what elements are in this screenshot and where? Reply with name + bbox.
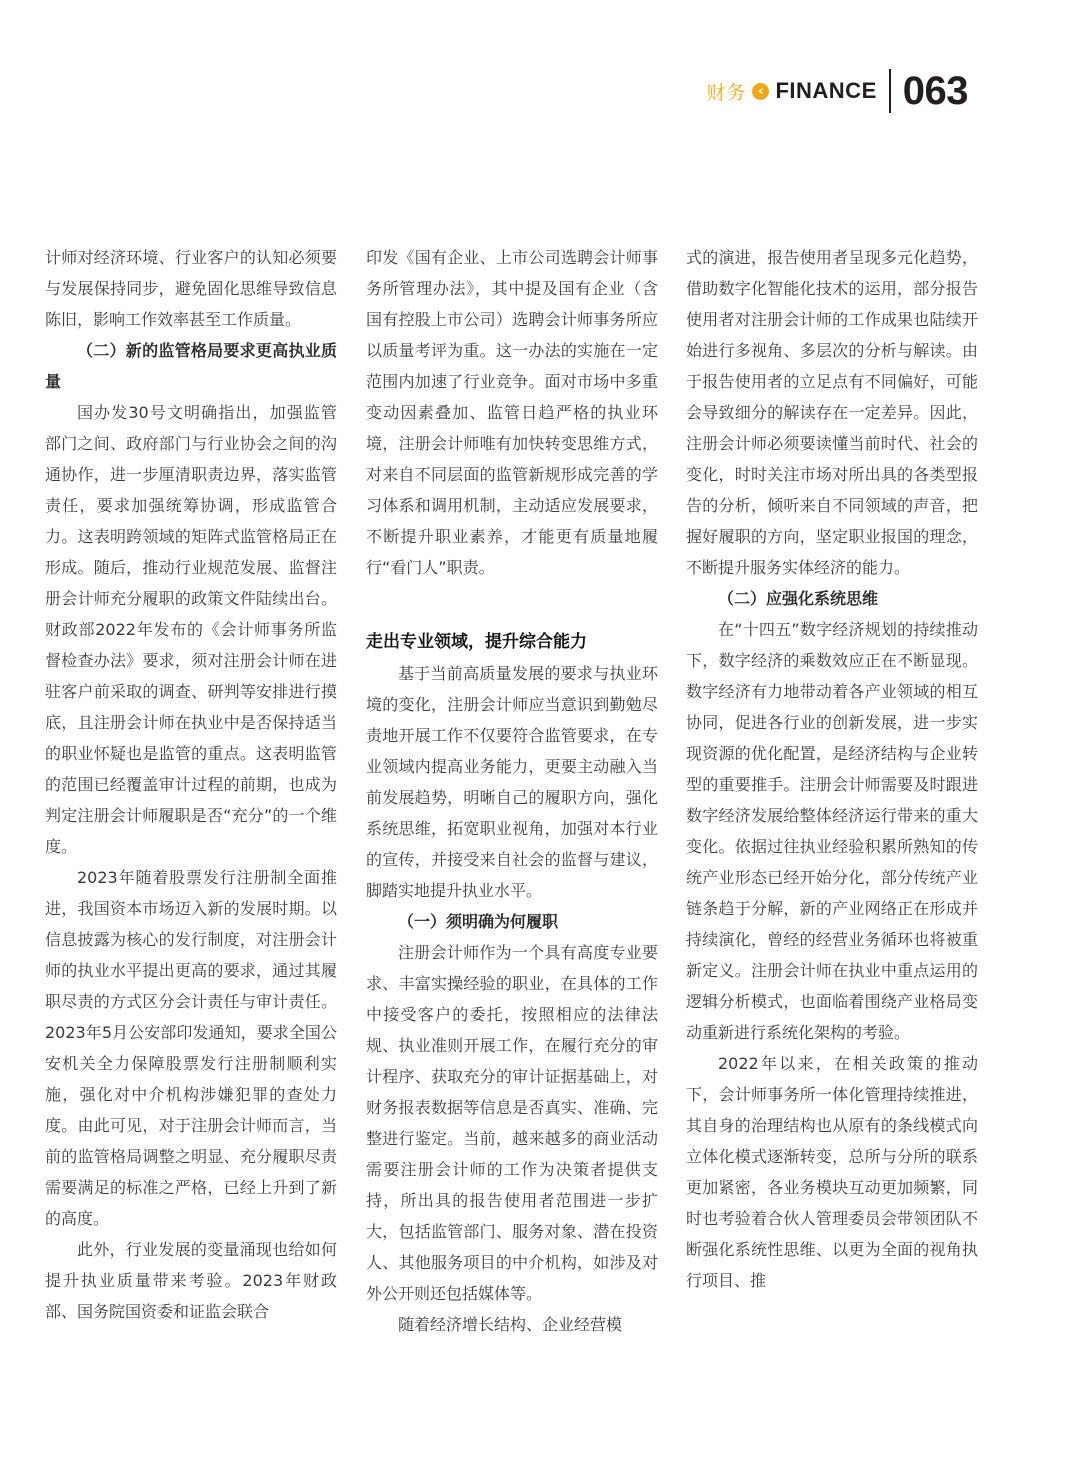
- paragraph: 在“十四五”数字经济规划的持续推动下，数字经济的乘数效应正在不断显现。数字经济有力地带动着各产业领域的相互协同，促进各行业的创新发展，进一步实现资源的优化配置，是经济结构与企业转型的重要推手。注册会计师需要及时跟进数字经济发展给整体经济运行带来的重大变化。依据过往执业经验积累所熟知的传统产业形态已经开始分化，部分传统产业链条趋于分解，新的产业网络正在形成并持续演化，曾经的经营业务循环也将被重新定义。注册会计师在执业中重点运用的逻辑分析模式，也面临着围绕产业格局变动重新进行系统化架构的考验。: [686, 620, 978, 1042]
- subsection-heading: （二）应强化系统思维: [718, 589, 879, 608]
- paragraph: 基于当前高质量发展的要求与执业环境的变化，注册会计师应当意识到勤勉尽责地开展工作不仅要符合监管要求，在专业领域内提高业务能力，更要主动融入当前发展趋势，明晰自己的履职方向，强化系统思维，拓宽职业视角，加强对本行业的宣传，并接受来自社会的监督与建议，脚踏实地提升执业水平。: [366, 664, 658, 900]
- section-label-en: FINANCE: [775, 78, 877, 103]
- paragraph-continued: 式的演进，报告使用者呈现多元化趋势，借助数字化智能化技术的运用，部分报告使用者对注册会计师的工作成果也陆续开始进行多视角、多层次的分析与解读。由于报告使用者的立足点有不同偏好，可能会导致细分的解读存在一定差异。因此，注册会计师必须要读懂当前时代、社会的变化，时时关注市场对所出具的各类型报告的分析，倾听来自不同领域的声音，把握好履职的方向，坚定职业报国的理念，不断提升服务实体经济的能力。: [686, 248, 978, 577]
- paragraph: 国办发30号文明确指出，加强监管部门之间、政府部门与行业协会之间的沟通协作，进一步厘清职责边界，落实监管责任，要求加强统筹协调，形成监管合力。这表明跨领域的矩阵式监管格局正在形成。随后，推动行业规范发展、监督注册会计师充分履职的政策文件陆续出台。财政部2022年发布的《会计师事务所监督检查办法》要求，须对注册会计师在进驻客户前采取的调查、研判等安排进行摸底，且注册会计师在执业中是否保持适当的职业怀疑也是监管的重点。这表明监管的范围已经覆盖审计过程的前期，也成为判定注册会计师履职是否“充分”的一个维度。: [45, 403, 337, 856]
- text-column-2: [366, 242, 658, 1340]
- section-heading: 走出专业领域，提升综合能力: [366, 632, 587, 652]
- paragraph: 此外，行业发展的变量涌现也给如何提升执业质量带来考验。2023年财政部、国务院国资委和证监会联合: [45, 1240, 337, 1321]
- paragraph: 注册会计师作为一个具有高度专业要求、丰富实操经验的职业，在具体的工作中接受客户的委托，按照相应的法律法规、执业准则开展工作，在履行充分的审计程序、获取充分的审计证据基础上，对财务报表数据等信息是否真实、准确、完整进行鉴定。当前，越来越多的商业活动需要注册会计师的工作为决策者提供支持，所出具的报告使用者范围进一步扩大，包括监管部门、服务对象、潜在投资人、其他服务项目的中介机构，如涉及对外公开则还包括媒体等。: [366, 943, 658, 1303]
- text-column-1: [45, 242, 337, 1327]
- header-divider: [889, 69, 891, 113]
- page-header: [706, 68, 968, 114]
- paragraph: 随着经济增长结构、企业经营模: [398, 1315, 623, 1334]
- paragraph-continued: 印发《国有企业、上市公司选聘会计师事务所管理办法》，其中提及国有企业（含国有控股上市公司）选聘会计师事务所应以质量考评为重。这一办法的实施在一定范围内加速了行业竞争。面对市场中多重变动因素叠加、监管日趋严格的执业环境，注册会计师唯有加快转变思维方式，对来自不同层面的监管新规形成完善的学习体系和调用机制，主动适应发展要求，不断提升职业素养，才能更有质量地履行“看门人”职责。: [366, 248, 658, 577]
- chevron-left-icon: ‹: [752, 83, 769, 100]
- subsection-heading: （一）须明确为何履职: [398, 912, 559, 931]
- section-label-cn: 财务: [706, 81, 747, 104]
- page-number: 063: [902, 68, 968, 113]
- paragraph: 2022年以来，在相关政策的推动下，会计师事务所一体化管理持续推进，其自身的治理结构也从原有的条线模式向立体化模式逐渐转变，总所与分所的联系更加紧密，各业务模块互动更加频繁，同时也考验着合伙人管理委员会带领团队不断强化系统性思维、以更为全面的视角执行项目、推: [686, 1054, 978, 1290]
- text-column-3: [686, 242, 978, 1296]
- paragraph-continued: 计师对经济环境、行业客户的认知必须要与发展保持同步，避免固化思维导致信息陈旧，影响工作效率甚至工作质量。: [45, 248, 337, 329]
- subsection-heading: （二）新的监管格局要求更高执业质量: [45, 341, 337, 391]
- paragraph: 2023年随着股票发行注册制全面推进，我国资本市场迈入新的发展时期。以信息披露为核心的发行制度，对注册会计师的执业水平提出更高的要求，通过其履职尽责的方式区分会计责任与审计责任。2023年5月公安部印发通知，要求全国公安机关全力保障股票发行注册制顺利实施，强化对中介机构涉嫌犯罪的查处力度。由此可见，对于注册会计师而言，当前的监管格局调整之明显、充分履职尽责需要满足的标准之严格，已经上升到了新的高度。: [45, 868, 337, 1228]
